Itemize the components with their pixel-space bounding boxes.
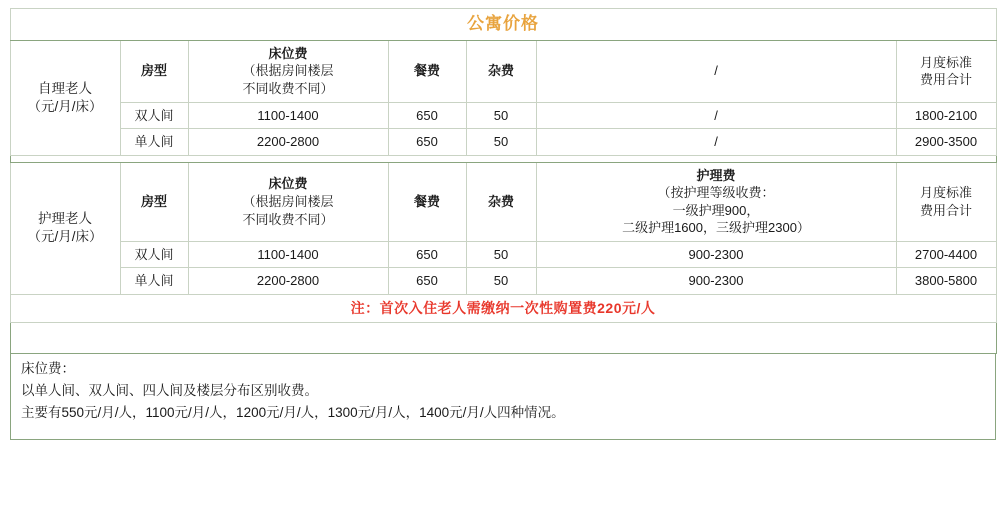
header-total-2-line2: 费用合计 [919,202,972,218]
header-total-2 [896,162,996,241]
header-bedfee-1-line2: （根据房间楼层 [242,63,334,79]
header-extra-1: / [536,40,896,102]
cell-misc: 50 [466,102,536,129]
section-self-care-label [10,40,120,155]
section-self-care-label-line2: （元/月/床） [27,98,103,114]
header-bedfee-2-line2: （根据房间楼层 [242,193,334,209]
header-bedfee-1-line1: 床位费 [268,45,308,61]
cell-nursingfee: 900-2300 [536,268,896,295]
divider-cell [10,155,996,162]
header-bedfee-1-line3: 不同收费不同） [242,81,334,97]
table-title-row [10,9,996,41]
purchase-fee-note: 注：首次入住老人需缴纳一次性购置费220元/人 [10,294,996,322]
section-self-care-label-line1: 自理老人 [38,80,92,96]
cell-bedfee: 1100-1400 [188,241,388,268]
header-bedfee-2 [188,162,388,241]
header-misc-2: 杂费 [466,162,536,241]
cell-total: 2700-4400 [896,241,996,268]
cell-total: 3800-5800 [896,268,996,295]
cell-meal: 650 [388,129,466,156]
cell-total: 1800-2100 [896,102,996,129]
footnote-block [10,354,996,440]
cell-roomtype: 单人间 [120,268,188,295]
cell-meal: 650 [388,241,466,268]
header-bedfee-2-line3: 不同收费不同） [242,211,334,227]
header-nursingfee-line4: 二级护理1600，三级护理2300） [622,220,810,236]
section-self-care-header-row [10,40,996,102]
header-bedfee-1 [188,40,388,102]
table-row [10,129,996,156]
section-nursing-label-line2: （元/月/床） [27,229,103,245]
cell-nursingfee: 900-2300 [536,241,896,268]
cell-meal: 650 [388,102,466,129]
page-title: 公寓价格 [10,9,996,41]
table-row [10,268,996,295]
cell-misc: 50 [466,129,536,156]
header-nursingfee-line3: 一级护理900， [672,202,760,218]
section-divider [10,155,996,162]
footnote-line-1: 以单人间、双人间、四人间及楼层分布区别收费。 [21,383,318,399]
header-bedfee-2-line1: 床位费 [268,176,308,192]
cell-bedfee: 2200-2800 [188,268,388,295]
price-document [0,8,1006,507]
footnote-heading: 床位费： [21,360,75,376]
header-roomtype-1: 房型 [120,40,188,102]
cell-extra: / [536,129,896,156]
section-nursing-label-line1: 护理老人 [38,211,92,227]
note-row [10,294,996,322]
spacer-row [10,322,996,353]
cell-misc: 50 [466,268,536,295]
footnote-line-2: 主要有550元/月/人，1100元/月/人，1200元/月/人，1300元/月/人，1400元/月/人四种情况。 [21,405,565,421]
header-nursingfee-line2: （按护理等级收费： [657,185,775,201]
cell-meal: 650 [388,268,466,295]
table-row [10,241,996,268]
cell-extra: / [536,102,896,129]
header-nursingfee [536,162,896,241]
spacer-cell [10,322,996,353]
header-nursingfee-line1: 护理费 [696,167,736,183]
header-total-1-line1: 月度标准 [919,54,972,70]
cell-bedfee: 1100-1400 [188,102,388,129]
header-total-1-line2: 费用合计 [919,72,972,88]
cell-total: 2900-3500 [896,129,996,156]
section-nursing-label [10,162,120,294]
header-meal-2: 餐费 [388,162,466,241]
cell-roomtype: 双人间 [120,241,188,268]
cell-bedfee: 2200-2800 [188,129,388,156]
header-misc-1: 杂费 [466,40,536,102]
table-row [10,102,996,129]
cell-misc: 50 [466,241,536,268]
header-meal-1: 餐费 [388,40,466,102]
cell-roomtype: 单人间 [120,129,188,156]
section-nursing-header-row [10,162,996,241]
header-total-1 [896,40,996,102]
apartment-price-table [10,8,997,354]
header-total-2-line1: 月度标准 [919,185,972,201]
cell-roomtype: 双人间 [120,102,188,129]
header-roomtype-2: 房型 [120,162,188,241]
